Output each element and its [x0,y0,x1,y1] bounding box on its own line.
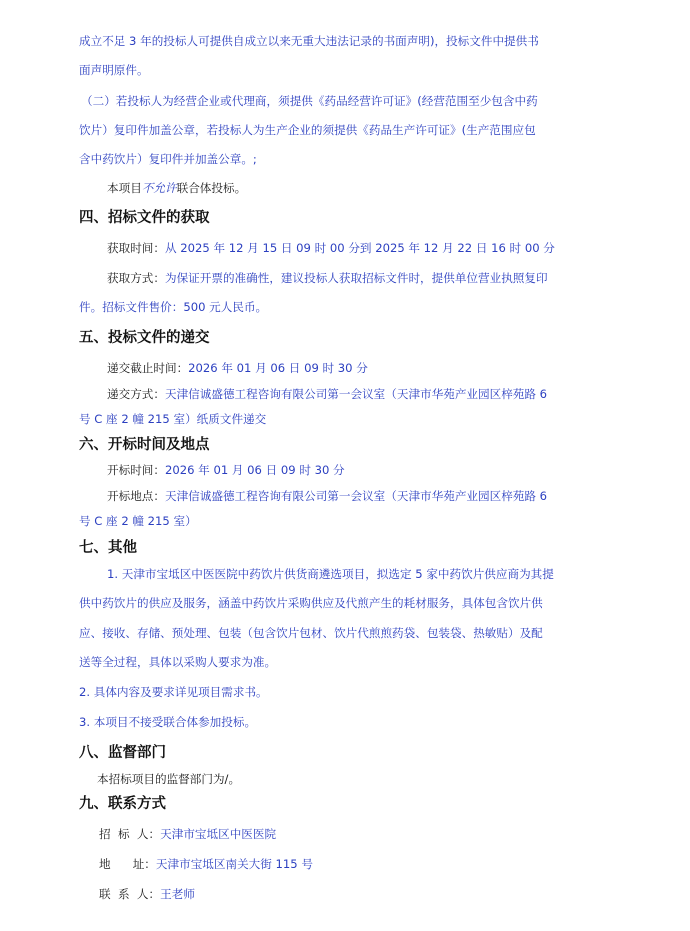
section7-item1-line2: 供中药饮片的供应及服务，涵盖中药饮片采购供应及代煎产生的耗材服务，具体包含饮片供 [79,596,543,610]
para-qual-line2: 饮片）复印件加盖公章，若投标人为生产企业的须提供《药品生产许可证》(生产范围应包 [79,123,536,137]
section9-title: 九、联系方式 [79,796,166,812]
section9-address [99,856,313,872]
section5-method-line2: 号 C 座 2 幢 215 室）纸质文件递交 [79,412,267,426]
section9-tenderer-label: 招 标 人： [99,827,161,841]
section5-deadline-value: 2026 年 01 月 06 日 09 时 30 分 [188,361,368,375]
section6-place-line1: 天津信诚盛德工程咨询有限公司第一会议室（天津市华苑产业园区梓苑路 6 [164,489,548,503]
section6-place-label: 开标地点： [107,489,165,503]
section9-tenderer-value: 天津市宝坻区中医医院 [160,827,277,841]
section7-item1-line1: 1. 天津市宝坻区中医医院中药饮片供货商遴选项目，拟选定 5 家中药饮片供应商为其提 [107,567,554,581]
para-tail-line1: 成立不足 3 年的投标人可提供自成立以来无重大违法记录的书面声明)，投标文件中提供书 [79,34,539,48]
section6-title: 六、开标时间及地点 [79,437,210,453]
section9-contact-label: 联 系 人： [99,887,161,901]
consortium-prefix: 本项目 [107,181,142,195]
section5-method [107,386,547,402]
section5-method-line1: 天津信诚盛德工程咨询有限公司第一会议室（天津市华苑产业园区梓苑路 6 [164,387,548,401]
section4-method-label: 获取方式： [107,271,165,285]
section9-contact-value: 王老师 [160,887,195,901]
para-qual-line3: 含中药饮片）复印件并加盖公章。; [79,152,257,166]
section5-method-label: 递交方式： [107,387,165,401]
section6-place-line2: 号 C 座 2 幢 215 室） [79,514,197,528]
section7-item1-line4: 送等全过程，具体以采购人要求为准。 [79,655,277,669]
section5-deadline-label: 递交截止时间： [107,361,189,375]
consortium-statement [107,180,246,196]
section6-place [107,488,547,504]
para-qual-line1: （二）若投标人为经营企业或代理商，须提供《药品经营许可证》(经营范围至少包含中药 [81,94,538,108]
section9-tenderer [99,826,276,842]
section5-title: 五、投标文件的递交 [79,330,210,346]
section7-item2: 2. 具体内容及要求详见项目需求书。 [79,685,268,699]
section7-title: 七、其他 [79,540,137,556]
section6-time [107,462,345,478]
section5-deadline [107,360,368,376]
section4-time-label: 获取时间： [107,241,165,255]
section4-title: 四、招标文件的获取 [79,210,210,226]
consortium-emphasis: 不允许 [141,181,177,195]
section4-time-value: 从 2025 年 12 月 15 日 09 时 00 分到 2025 年 12 月 22 日 16 时 00 分 [164,241,555,255]
section8-text: 本招标项目的监督部门为/。 [97,772,241,786]
section4-method-line1: 为保证开票的准确性，建议投标人获取招标文件时，提供单位营业执照复印 [164,271,548,285]
section9-address-label: 地 址： [99,857,156,871]
section9-address-value: 天津市宝坻区南关大街 115 号 [155,857,313,871]
section6-time-value: 2026 年 01 月 06 日 09 时 30 分 [164,463,345,477]
section7-item3: 3. 本项目不接受联合体参加投标。 [79,715,257,729]
section9-contact [99,886,195,902]
section4-time [107,240,555,256]
section7-item1-line3: 应、接收、存储、预处理、包装（包含饮片包材、饮片代煎煎药袋、包装袋、热敏贴）及配 [79,626,543,640]
section8-title: 八、监督部门 [79,745,166,761]
consortium-suffix: 联合体投标。 [176,181,247,195]
section4-method-line2: 件。招标文件售价：500 元人民币。 [79,300,268,314]
section4-method [107,270,548,286]
section6-time-label: 开标时间： [107,463,165,477]
para-tail-line2: 面声明原件。 [79,63,149,77]
